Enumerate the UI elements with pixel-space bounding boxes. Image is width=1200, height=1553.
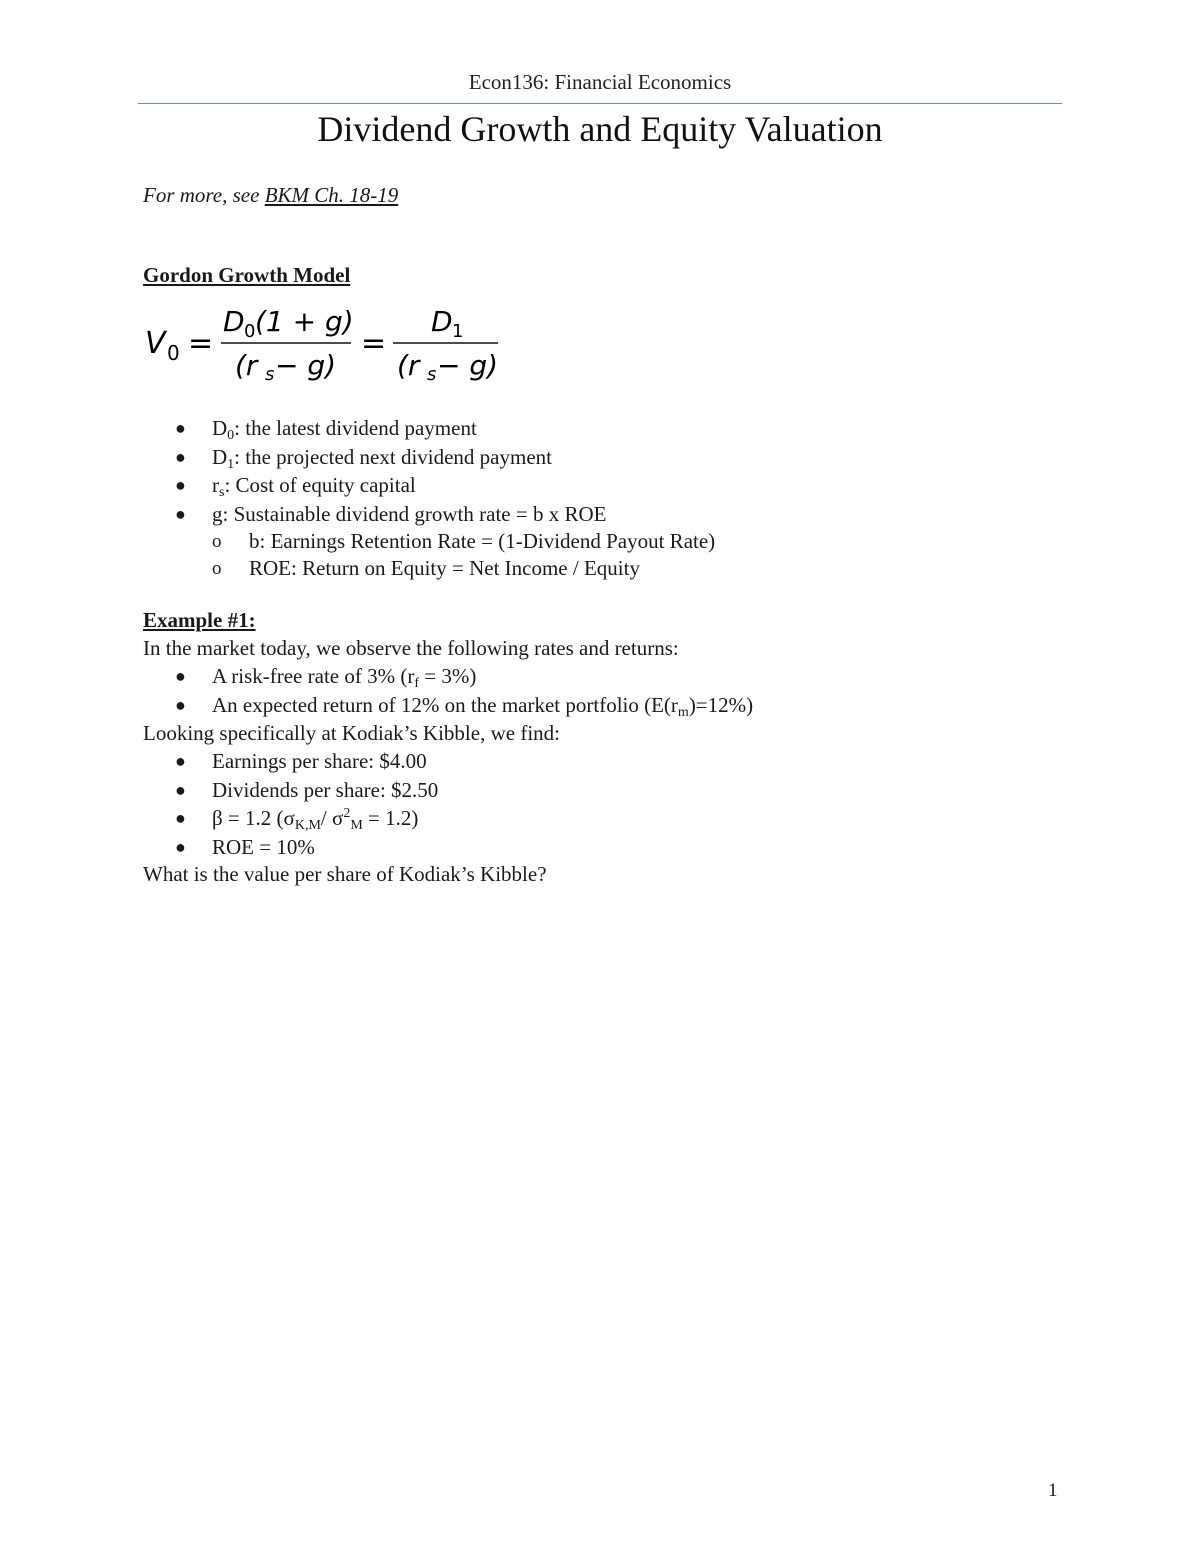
bullet-icon: ● xyxy=(175,503,186,524)
company-item-dps: ● Dividends per share: $2.50 xyxy=(175,776,438,805)
formula-lhs: V xyxy=(145,326,166,361)
example-question: What is the value per share of Kodiak’s Kibble? xyxy=(143,862,547,886)
bullet-icon: ● xyxy=(175,666,186,686)
bullet-icon: ● xyxy=(175,475,186,495)
reference-prefix: For more, see xyxy=(143,183,265,207)
company-item-eps: ● Earnings per share: $4.00 xyxy=(175,747,438,776)
formula-num2: D xyxy=(431,305,453,338)
example-intro: In the market today, we observe the following rates and returns: xyxy=(143,636,679,660)
circle-bullet-icon: o xyxy=(212,531,222,552)
formula-den1-sub: s xyxy=(265,364,275,383)
formula-lhs-sub: 0 xyxy=(167,341,180,365)
definition-item: ● g: Sustainable dividend growth rate = b x ROE xyxy=(175,500,715,529)
formula-eq2: = xyxy=(361,326,387,361)
gordon-heading: Gordon Growth Model xyxy=(143,263,351,287)
bullet-icon: ● xyxy=(175,446,186,467)
document-title: Dividend Growth and Equity Valuation xyxy=(317,109,883,149)
definition-item: ● $r_s$: Cost of equity capital xyxy=(175,473,416,500)
market-item: ● A risk-free rate of 3% $(r_f = 3\%)$ xyxy=(175,664,477,691)
page-header: Econ136: Financial Economics xyxy=(468,70,732,94)
formula-den1-rest: − g) xyxy=(275,349,337,382)
bullet-icon: ● xyxy=(175,808,186,828)
definition-item: ● $D_1$: the projected next dividend payment xyxy=(175,444,552,472)
company-intro: Looking specifically at Kodiak’s Kibble, we find: xyxy=(143,721,560,745)
formula-num1-rest: (1 + g) xyxy=(255,305,354,338)
formula-num1-sub: 0 xyxy=(244,321,256,342)
formula-den1: (r xyxy=(235,349,258,382)
reference-link[interactable]: BKM Ch. 18-19 xyxy=(264,183,399,207)
reference-line xyxy=(143,183,398,208)
page-number: 1 xyxy=(1048,1480,1058,1501)
gordon-definitions xyxy=(175,414,715,582)
bullet-icon: ● xyxy=(175,779,186,800)
formula-den2: (r xyxy=(397,349,420,382)
formula-num1: D xyxy=(223,305,245,338)
formula-den2-rest: − g) xyxy=(437,349,499,382)
definition-item: ● $D_0$: the latest dividend payment xyxy=(175,416,477,443)
bullet-icon: ● xyxy=(175,418,186,438)
circle-bullet-icon: o xyxy=(212,558,222,579)
bullet-icon: ● xyxy=(175,751,186,771)
bullet-icon: ● xyxy=(175,694,186,715)
example-heading: Example #1: xyxy=(143,608,256,632)
header-rule xyxy=(138,103,1062,104)
market-item: ● An expected return of 12% on the market portfolio $(E(r_m)=12\%)$ xyxy=(175,692,754,720)
sub-definition-item: o ROE: Return on Equity = Net Income / Equity xyxy=(212,556,640,580)
company-item-roe: ● ROE = 10% xyxy=(175,833,438,862)
bullet-icon: ● xyxy=(175,836,186,857)
company-item-beta: ● β = 1.2 ($\sigma_{K,M}/$ $\sigma^2_M = 1.2$) xyxy=(175,806,419,833)
sub-definition-item: o b: Earnings Retention Rate = (1-Dividend Payout Rate) xyxy=(212,529,716,553)
formula-eq1: = xyxy=(188,326,214,361)
gordon-formula xyxy=(143,303,513,383)
company-list xyxy=(175,747,438,861)
formula-den2-sub: s xyxy=(427,364,437,383)
formula-num2-sub: 1 xyxy=(452,321,464,342)
market-list xyxy=(175,662,753,719)
